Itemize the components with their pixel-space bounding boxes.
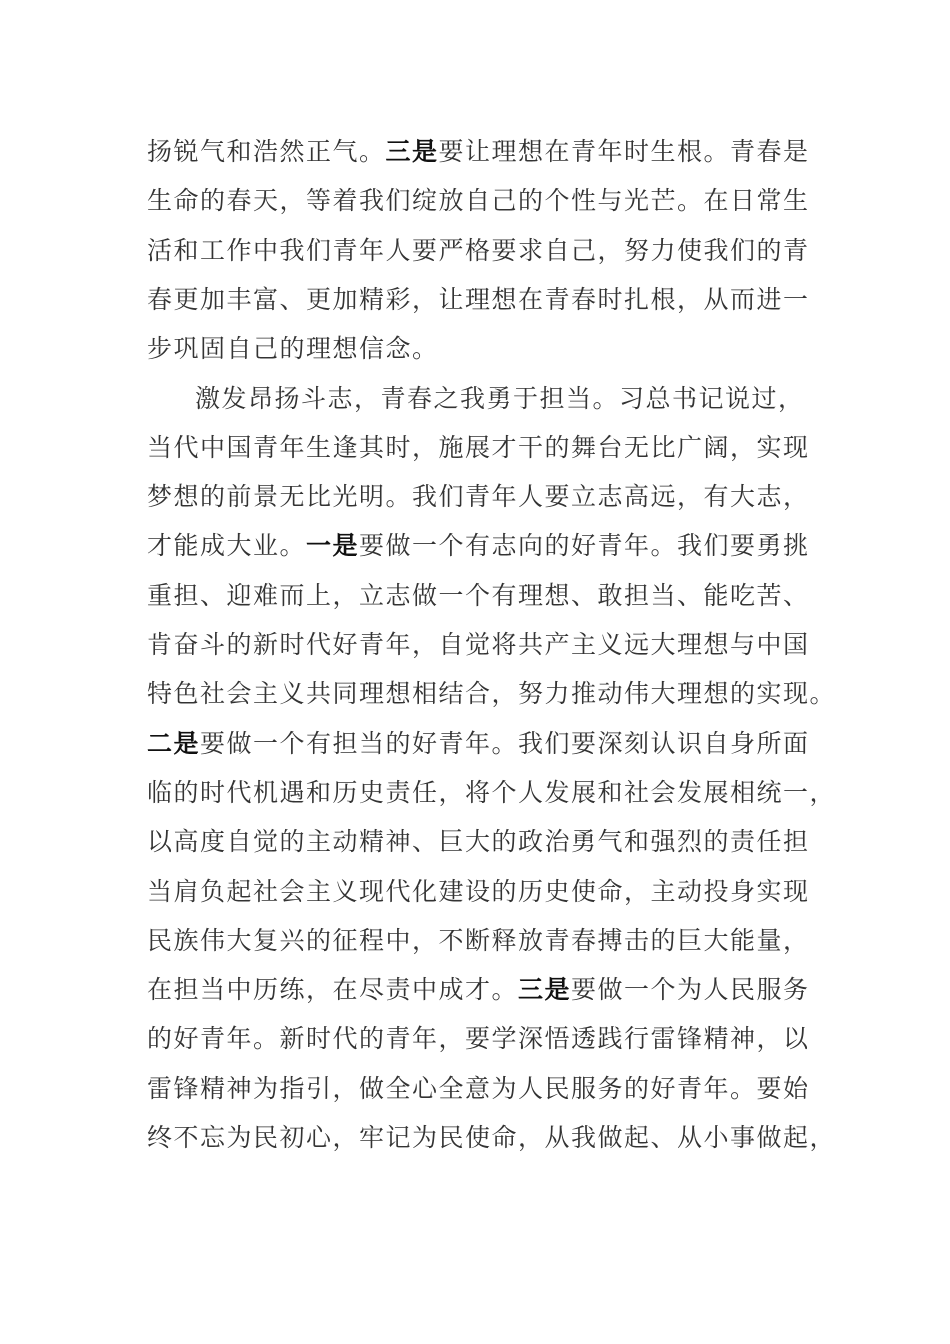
text-line — [147, 974, 810, 1006]
text-segment: 要让理想在青年时生根。青春是 — [438, 137, 810, 166]
text-line — [147, 333, 807, 365]
text-segment: 雷锋精神为指引，做全心全意为人民服务的好青年。要始 — [147, 1074, 810, 1103]
text-line — [147, 481, 810, 513]
text-line — [147, 530, 810, 562]
text-segment: 以高度自觉的主动精神、巨大的政治勇气和强烈的责任担 — [147, 827, 810, 856]
text-segment: 肯奋斗的新时代好青年，自觉将共产主义远大理想与中国 — [147, 630, 810, 659]
text-segment: 的好青年。新时代的青年，要学深悟透践行雷锋精神，以 — [147, 1024, 810, 1053]
text-line — [147, 432, 810, 464]
text-segment: 重担、迎难而上，立志做一个有理想、敢担当、能吃苦、 — [147, 581, 810, 610]
text-segment: 活和工作中我们青年人要严格要求自己，努力使我们的青 — [147, 236, 810, 265]
text-segment: 扬锐气和浩然正气。 — [147, 137, 386, 166]
text-segment: 梦想的前景无比光明。我们青年人要立志高远，有大志， — [147, 482, 810, 511]
text-segment: 激发昂扬斗志，青春之我勇于担当。习总书记说过， — [195, 384, 805, 413]
text-line — [147, 1122, 837, 1154]
text-line — [147, 580, 810, 612]
text-segment: 在担当中历练，在尽责中成才。 — [147, 975, 519, 1004]
text-segment: 春更加丰富、更加精彩，让理想在青春时扎根，从而进一 — [147, 285, 810, 314]
text-line — [147, 826, 810, 858]
text-line — [147, 777, 837, 809]
text-segment: 才能成大业。 — [147, 531, 307, 560]
text-segment: 临的时代机遇和历史责任，将个人发展和社会发展相统一， — [147, 778, 837, 807]
text-segment: 特色社会主义共同理想相结合，努力推动伟大理想的实现。 — [147, 679, 837, 708]
text-line — [195, 383, 855, 415]
text-line — [147, 1023, 810, 1055]
bold-keyword: 一是 — [306, 531, 360, 560]
text-segment: 要做一个有担当的好青年。我们要深刻认识自身所面 — [200, 729, 810, 758]
text-line — [147, 629, 810, 661]
bold-keyword: 三是 — [518, 975, 572, 1004]
text-line — [147, 185, 810, 217]
text-line — [147, 235, 810, 267]
bold-keyword: 三是 — [385, 137, 439, 166]
text-line — [147, 1073, 810, 1105]
text-segment: 终不忘为民初心，牢记为民使命，从我做起、从小事做起， — [147, 1123, 837, 1152]
text-line — [147, 136, 810, 168]
text-segment: 生命的春天，等着我们绽放自己的个性与光芒。在日常生 — [147, 186, 810, 215]
text-line — [147, 678, 837, 710]
text-line — [147, 284, 810, 316]
text-line — [147, 876, 810, 908]
bold-keyword: 二是 — [147, 729, 201, 758]
text-segment: 民族伟大复兴的征程中，不断释放青春搏击的巨大能量， — [147, 926, 810, 955]
text-segment: 当肩负起社会主义现代化建设的历史使命，主动投身实现 — [147, 877, 810, 906]
text-segment: 当代中国青年生逢其时，施展才干的舞台无比广阔，实现 — [147, 433, 810, 462]
text-segment: 步巩固自己的理想信念。 — [147, 334, 439, 363]
text-line — [147, 728, 810, 760]
text-segment: 要做一个有志向的好青年。我们要勇挑 — [359, 531, 810, 560]
text-segment: 要做一个为人民服务 — [571, 975, 810, 1004]
text-line — [147, 925, 810, 957]
